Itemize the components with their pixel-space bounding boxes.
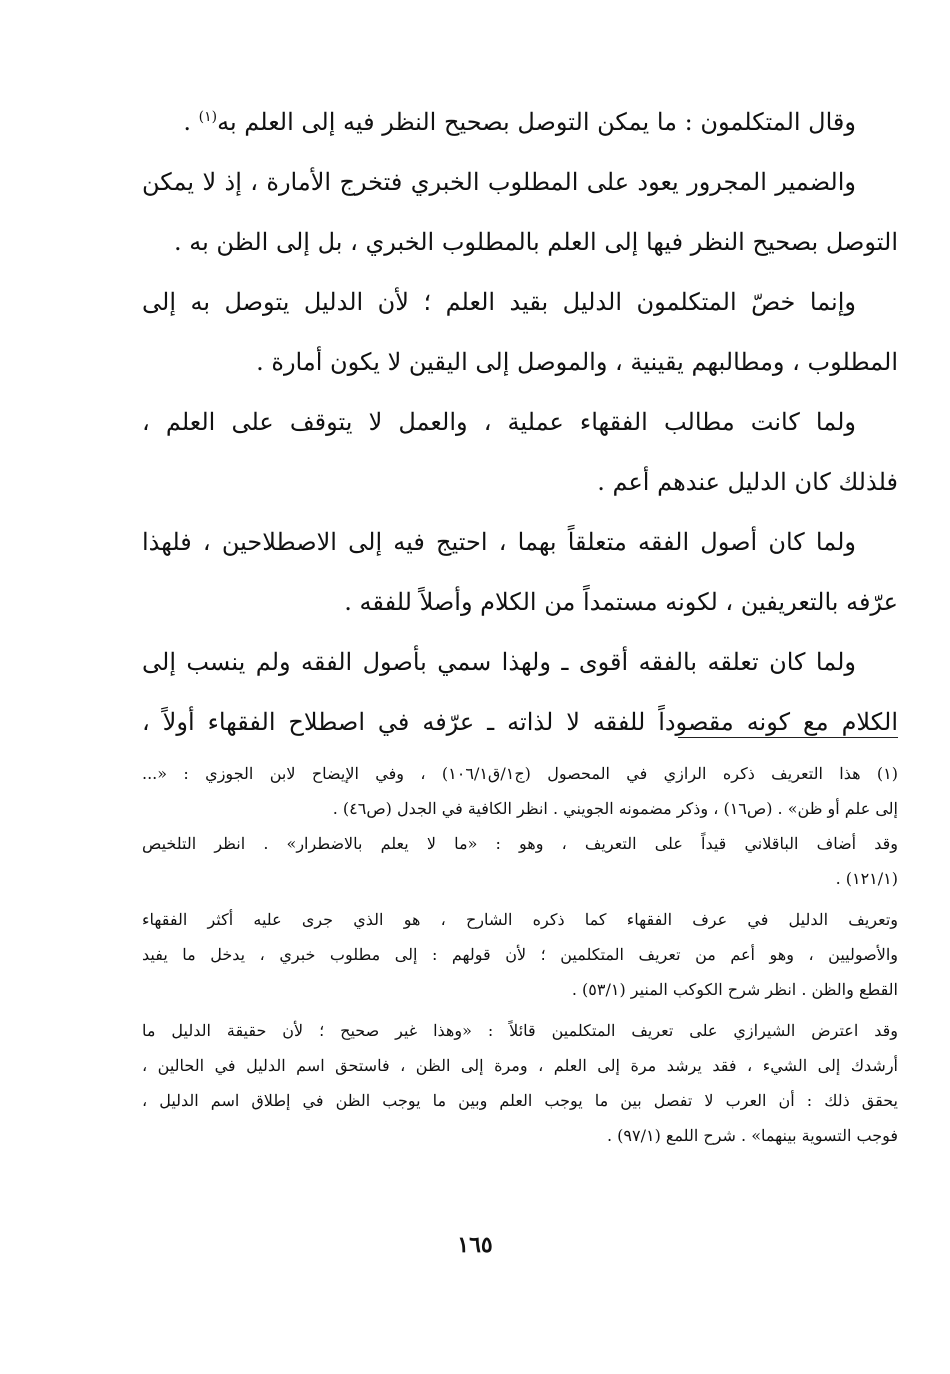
footnote-line: وتعريف الدليل في عرف الفقهاء كما ذكره الشارح ، هو الذي جرى عليه أكثر الفقهاء	[142, 910, 898, 929]
main-line	[142, 92, 898, 152]
footnote-line: وقد أضاف الباقلاني قيداً على التعريف ، وهو : «ما لا يعلم بالاضطرار» . انظر التلخيص	[142, 834, 898, 853]
main-line: ولما كان أصول الفقه متعلقاً بهما ، احتيج فيه إلى الاصطلاحين ، فلهذا	[142, 528, 856, 556]
footnote-line: أرشدك إلى الشيء ، فقد يرشد مرة إلى العلم ، ومرة إلى الظن ، فاستحق اسم الدليل في الحالين ،	[142, 1056, 898, 1075]
main-text	[142, 92, 898, 752]
footnotes	[142, 756, 898, 1153]
main-line: وإنما خصّ المتكلمون الدليل بقيد العلم ؛ لأن الدليل يتوصل به إلى	[142, 288, 856, 316]
main-line: فلذلك كان الدليل عندهم أعم .	[597, 468, 898, 496]
main-line: التوصل بصحيح النظر فيها إلى العلم بالمطلوب الخبري ، بل إلى الظن به .	[173, 228, 898, 256]
main-line: الكلام مع كونه مقصوداً للفقه لا لذاته ـ عرّفه في اصطلاح الفقهاء أولاً ،	[142, 708, 898, 736]
footnote-line: (١) هذا التعريف ذكره الرازي في المحصول (ج١/ق١٠٦/١) ، وفي الإيضاح لابن الجوزي : «...	[142, 764, 898, 783]
main-line-text: وقال المتكلمون : ما يمكن التوصل بصحيح النظر فيه إلى العلم به	[217, 108, 856, 136]
footnote-line: وقد اعترض الشيرازي على تعريف المتكلمين قائلاً : «وهذا غير صحيح ؛ لأن حقيقة الدليل ما	[142, 1021, 898, 1040]
page-number: ١٦٥	[457, 1232, 493, 1258]
main-line-end: .	[183, 108, 199, 136]
footnote-line: القطع والظن . انظر شرح الكوكب المنير (٥٣/١) .	[571, 980, 898, 999]
footnote-separator	[678, 737, 898, 738]
footnote-line: يحقق ذلك : أن العرب لا تفصل بين ما يوجب العلم وبين ما يوجب الظن في إطلاق اسم الدليل ،	[142, 1091, 898, 1110]
footnote-line: فوجب التسوية بينهما» . شرح اللمع (٩٧/١) .	[606, 1126, 898, 1145]
main-line: ولما كانت مطالب الفقهاء عملية ، والعمل لا يتوقف على العلم ،	[142, 408, 856, 436]
footnote-reference: (١)	[198, 109, 218, 125]
main-line: والضمير المجرور يعود على المطلوب الخبري فتخرج الأمارة ، إذ لا يمكن	[142, 168, 856, 196]
footnote-line: والأصوليين ، وهو أعم من تعريف المتكلمين ؛ لأن قولهم : إلى مطلوب خبري ، يدخل ما يفيد	[142, 945, 898, 964]
footnote-line: إلى علم أو ظن» . (ص١٦) ، وذكر مضمونه الجويني . انظر الكافية في الجدل (ص٤٦) .	[332, 799, 898, 818]
main-line: عرّفه بالتعريفين ، لكونه مستمداً من الكلام وأصلاً للفقه .	[344, 588, 898, 616]
main-line: ولما كان تعلقه بالفقه أقوى ـ ولهذا سمي بأصول الفقه ولم ينسب إلى	[142, 648, 856, 676]
footnote-line: (١٢١/١) .	[835, 869, 898, 888]
main-line: المطلوب ، ومطالبهم يقينية ، والموصل إلى اليقين لا يكون أمارة .	[256, 348, 898, 376]
